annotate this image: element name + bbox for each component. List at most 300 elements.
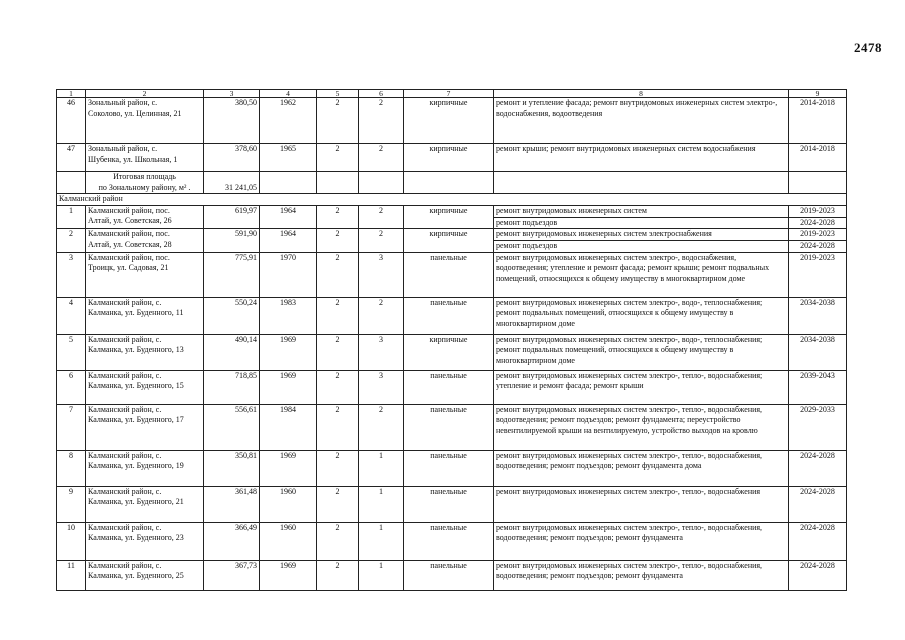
entrances-cell xyxy=(359,252,404,297)
total-row xyxy=(57,172,847,194)
wall-material: панельные xyxy=(430,450,467,460)
floors: 2 xyxy=(335,404,340,414)
year: 1962 xyxy=(280,98,296,107)
area: 367,73 xyxy=(235,560,257,570)
row-number-cell xyxy=(57,252,86,297)
wall-material: кирпичные xyxy=(429,144,468,153)
work-cell xyxy=(494,252,789,297)
column-number: 1 xyxy=(69,89,73,98)
entrances-cell xyxy=(359,297,404,334)
floors: 2 xyxy=(335,205,340,215)
entrances: 2 xyxy=(379,144,383,153)
row-number: 9 xyxy=(69,486,73,496)
work-list: ремонт крыши; ремонт внутридомовых инженерных систем водоснабжения xyxy=(496,144,756,153)
address-line: Алтай, ул. Советская, 26 xyxy=(88,216,172,225)
section-row xyxy=(57,194,847,206)
material-cell xyxy=(404,522,494,560)
table-row xyxy=(57,297,847,334)
table-row xyxy=(57,404,847,450)
work-list: ремонт внутридомовых инженерных систем электроснабжения xyxy=(496,229,712,238)
total-value: 31 241,05 xyxy=(225,182,257,192)
period-cell xyxy=(789,252,847,297)
area-cell xyxy=(204,522,260,560)
address-line: Калманка, ул. Буденного, 21 xyxy=(88,497,184,506)
row-number-cell xyxy=(57,486,86,522)
floors-cell xyxy=(317,252,359,297)
entrances-cell xyxy=(359,229,404,253)
period: 2014-2018 xyxy=(800,144,835,153)
floors: 2 xyxy=(335,98,340,107)
year-cell xyxy=(260,205,317,229)
total-label-cell xyxy=(86,172,204,194)
floors-cell xyxy=(317,450,359,486)
year-cell xyxy=(260,144,317,172)
row-number-cell xyxy=(57,144,86,172)
entrances-cell xyxy=(359,98,404,144)
period-cell xyxy=(789,241,847,253)
work-cell xyxy=(494,229,789,241)
entrances-cell xyxy=(359,404,404,450)
address-line: Калманский район, с. xyxy=(88,370,162,380)
work-list: ремонт внутридомовых инженерных систем электро-, тепло-, водоснабжения; утепление и ремонт фасада; ремонт крыши xyxy=(496,370,763,390)
period-cell xyxy=(789,404,847,450)
address-cell xyxy=(86,334,204,370)
section-label: Калманский район xyxy=(59,194,123,203)
work-list: ремонт внутридомовых инженерных систем электро-, тепло-, водоснабжения, водоотведения; ремонт подъездов; ремонт фундамента дома xyxy=(496,450,763,470)
work-list: ремонт внутридомовых инженерных систем электро-, тепло-, водоснабжения xyxy=(496,486,761,496)
work-cell xyxy=(494,205,789,217)
year: 1969 xyxy=(280,560,296,570)
row-number-cell xyxy=(57,334,86,370)
entrances: 1 xyxy=(379,522,383,532)
empty-cell xyxy=(494,172,789,194)
area: 380,50 xyxy=(235,98,257,107)
column-number: 6 xyxy=(379,89,383,98)
floors: 2 xyxy=(335,522,340,532)
row-number: 10 xyxy=(67,522,75,532)
material-cell xyxy=(404,297,494,334)
area-cell xyxy=(204,229,260,253)
year-cell xyxy=(260,404,317,450)
work-list: ремонт подъездов xyxy=(496,217,558,227)
year-cell xyxy=(260,486,317,522)
work-list: ремонт внутридомовых инженерных систем электро-, водоснабжения, водоотведения; утепление и ремонт фасада; ремонт крыши; ремонт подвальных помещений, относящихся к общему имуществу в многоквартирном доме xyxy=(496,252,770,283)
entrances-cell xyxy=(359,560,404,590)
wall-material: панельные xyxy=(430,297,467,307)
table-row xyxy=(57,522,847,560)
address-cell xyxy=(86,404,204,450)
floors-cell xyxy=(317,370,359,404)
address-line: Калманский район, пос. xyxy=(88,252,170,262)
empty-cell xyxy=(57,172,86,194)
floors-cell xyxy=(317,205,359,229)
period: 2019-2023 xyxy=(800,205,835,215)
floors: 2 xyxy=(335,229,340,238)
floors-cell xyxy=(317,522,359,560)
column-number-cell xyxy=(494,90,789,98)
area-cell xyxy=(204,205,260,229)
row-number: 6 xyxy=(69,370,73,380)
address-line: Зональный район, с. xyxy=(88,144,158,153)
column-number-cell xyxy=(204,90,260,98)
page-number: 2478 xyxy=(854,40,882,55)
entrances: 3 xyxy=(379,252,383,262)
area-cell xyxy=(204,370,260,404)
entrances: 3 xyxy=(379,370,383,380)
floors-cell xyxy=(317,98,359,144)
row-number-cell xyxy=(57,205,86,229)
work-cell xyxy=(494,217,789,229)
address-line: Зональный район, с. xyxy=(88,98,158,107)
row-number: 3 xyxy=(69,252,73,262)
area: 718,85 xyxy=(235,370,257,380)
year-cell xyxy=(260,334,317,370)
period: 2019-2023 xyxy=(800,229,835,238)
period-cell xyxy=(789,144,847,172)
area: 490,14 xyxy=(235,334,257,344)
empty-cell xyxy=(359,172,404,194)
area-cell xyxy=(204,334,260,370)
entrances: 2 xyxy=(379,297,383,307)
column-number: 8 xyxy=(639,89,643,98)
work-list: ремонт и утепление фасада; ремонт внутридомовых инженерных систем электро-, водоснабжения, водоотведения xyxy=(496,98,778,118)
column-number: 7 xyxy=(446,89,451,98)
column-number-cell xyxy=(404,90,494,98)
row-number-cell xyxy=(57,98,86,144)
period-cell xyxy=(789,217,847,229)
material-cell xyxy=(404,560,494,590)
material-cell xyxy=(404,205,494,229)
material-cell xyxy=(404,370,494,404)
work-cell xyxy=(494,450,789,486)
wall-material: панельные xyxy=(430,486,467,496)
period: 2034-2038 xyxy=(800,334,835,344)
address-line: Калманский район, с. xyxy=(88,450,162,460)
table-row xyxy=(57,560,847,590)
year-cell xyxy=(260,370,317,404)
period-cell xyxy=(789,297,847,334)
year: 1970 xyxy=(280,252,296,262)
table-row xyxy=(57,334,847,370)
entrances-cell xyxy=(359,144,404,172)
work-cell xyxy=(494,370,789,404)
work-cell xyxy=(494,560,789,590)
area-cell xyxy=(204,486,260,522)
floors: 2 xyxy=(335,297,340,307)
address-line: Калманский район, пос. xyxy=(88,205,170,215)
work-list: ремонт внутридомовых инженерных систем электро-, тепло-, водоснабжения, водоотведения; ремонт подъездов; ремонт фундамента xyxy=(496,522,763,542)
area: 591,90 xyxy=(235,229,257,238)
table-row xyxy=(57,450,847,486)
row-number-cell xyxy=(57,297,86,334)
year: 1960 xyxy=(280,486,296,496)
floors: 2 xyxy=(335,450,340,460)
entrances-cell xyxy=(359,522,404,560)
work-list: ремонт внутридомовых инженерных систем электро-, тепло-, водоснабжения, водоотведения; ремонт подъездов; ремонт фундамента xyxy=(496,560,763,580)
year: 1969 xyxy=(280,370,296,380)
material-cell xyxy=(404,486,494,522)
period-cell xyxy=(789,98,847,144)
floors: 2 xyxy=(335,486,340,496)
empty-cell xyxy=(404,172,494,194)
entrances: 3 xyxy=(379,334,383,344)
address-cell xyxy=(86,486,204,522)
entrances-cell xyxy=(359,334,404,370)
period: 2024-2028 xyxy=(800,217,835,227)
row-number: 4 xyxy=(69,297,73,307)
entrances: 1 xyxy=(379,560,383,570)
area: 378,60 xyxy=(235,144,257,153)
period-cell xyxy=(789,205,847,217)
area: 556,61 xyxy=(235,404,257,414)
wall-material: кирпичные xyxy=(429,229,468,238)
year-cell xyxy=(260,297,317,334)
year-cell xyxy=(260,252,317,297)
wall-material: панельные xyxy=(430,370,467,380)
column-number-cell xyxy=(57,90,86,98)
address-line: Калманский район, пос. xyxy=(88,229,170,238)
area: 350,81 xyxy=(235,450,257,460)
total-value-cell xyxy=(204,172,260,194)
row-number: 1 xyxy=(69,205,73,215)
column-number-cell xyxy=(260,90,317,98)
wall-material: панельные xyxy=(430,522,467,532)
work-cell xyxy=(494,98,789,144)
address-line: Калманка, ул. Буденного, 11 xyxy=(88,308,184,317)
material-cell xyxy=(404,144,494,172)
period: 2024-2028 xyxy=(800,522,835,532)
row-number-cell xyxy=(57,370,86,404)
housing-register-table xyxy=(56,89,847,591)
entrances-cell xyxy=(359,486,404,522)
row-number: 46 xyxy=(67,98,75,107)
entrances-cell xyxy=(359,370,404,404)
table-row xyxy=(57,370,847,404)
material-cell xyxy=(404,252,494,297)
total-label: по Зональному району, м² . xyxy=(98,182,191,192)
row-number-cell xyxy=(57,560,86,590)
area: 366,49 xyxy=(235,522,257,532)
year: 1965 xyxy=(280,144,296,153)
work-cell xyxy=(494,404,789,450)
area-cell xyxy=(204,98,260,144)
floors: 2 xyxy=(335,144,340,153)
work-list: ремонт внутридомовых инженерных систем xyxy=(496,205,647,215)
column-number: 3 xyxy=(229,89,234,98)
period: 2019-2023 xyxy=(800,252,835,262)
wall-material: кирпичные xyxy=(429,334,468,344)
work-cell xyxy=(494,522,789,560)
period: 2024-2028 xyxy=(800,560,835,570)
row-number-cell xyxy=(57,229,86,253)
table-row xyxy=(57,229,847,241)
floors-cell xyxy=(317,560,359,590)
area-cell xyxy=(204,144,260,172)
material-cell xyxy=(404,450,494,486)
wall-material: панельные xyxy=(430,404,467,414)
period: 2029-2033 xyxy=(800,404,835,414)
column-number: 9 xyxy=(815,89,820,98)
column-number-cell xyxy=(359,90,404,98)
year-cell xyxy=(260,450,317,486)
area-cell xyxy=(204,560,260,590)
floors-cell xyxy=(317,486,359,522)
wall-material: панельные xyxy=(430,560,467,570)
address-line: Алтай, ул. Советская, 28 xyxy=(88,239,172,249)
address-line: Калманка, ул. Буденного, 25 xyxy=(88,571,184,580)
column-number-cell xyxy=(317,90,359,98)
empty-cell xyxy=(789,172,847,194)
column-number-cell xyxy=(789,90,847,98)
address-line: Калманский район, с. xyxy=(88,560,162,570)
empty-cell xyxy=(317,172,359,194)
row-number-cell xyxy=(57,404,86,450)
address-line: Шубенка, ул. Школьная, 1 xyxy=(88,154,178,164)
row-number: 11 xyxy=(67,560,75,570)
address-cell xyxy=(86,144,204,172)
wall-material: кирпичные xyxy=(429,98,468,107)
address-line: Калманка, ул. Буденного, 19 xyxy=(88,461,184,470)
column-number: 5 xyxy=(335,89,340,98)
period-cell xyxy=(789,229,847,241)
address-cell xyxy=(86,205,204,229)
entrances: 2 xyxy=(379,404,383,414)
column-number-cell xyxy=(86,90,204,98)
wall-material: кирпичные xyxy=(429,205,468,215)
address-cell xyxy=(86,297,204,334)
area-cell xyxy=(204,297,260,334)
floors-cell xyxy=(317,144,359,172)
area: 775,91 xyxy=(235,252,257,262)
area: 550,24 xyxy=(235,297,257,307)
address-cell xyxy=(86,522,204,560)
row-number: 5 xyxy=(69,334,73,344)
year: 1983 xyxy=(280,297,296,307)
year: 1984 xyxy=(280,404,296,414)
row-number: 2 xyxy=(69,229,73,238)
address-line: Калманский район, с. xyxy=(88,486,162,496)
year-cell xyxy=(260,98,317,144)
address-line: Калманский район, с. xyxy=(88,522,162,532)
period: 2024-2028 xyxy=(800,241,835,250)
entrances: 1 xyxy=(379,450,383,460)
material-cell xyxy=(404,404,494,450)
floors: 2 xyxy=(335,560,340,570)
floors: 2 xyxy=(335,334,340,344)
area-cell xyxy=(204,252,260,297)
table-row xyxy=(57,144,847,172)
period-cell xyxy=(789,370,847,404)
year-cell xyxy=(260,560,317,590)
work-cell xyxy=(494,486,789,522)
period-cell xyxy=(789,450,847,486)
column-number: 4 xyxy=(286,89,290,98)
address-line: Калманка, ул. Буденного, 23 xyxy=(88,533,184,542)
period-cell xyxy=(789,486,847,522)
period-cell xyxy=(789,560,847,590)
year-cell xyxy=(260,229,317,253)
address-cell xyxy=(86,252,204,297)
row-number: 7 xyxy=(69,404,73,414)
work-cell xyxy=(494,297,789,334)
entrances: 1 xyxy=(379,486,383,496)
column-number: 2 xyxy=(142,89,147,98)
year-cell xyxy=(260,522,317,560)
row-number: 8 xyxy=(69,450,73,460)
row-number-cell xyxy=(57,522,86,560)
area-cell xyxy=(204,450,260,486)
floors-cell xyxy=(317,229,359,253)
floors-cell xyxy=(317,297,359,334)
address-line: Троицк, ул. Садовая, 21 xyxy=(88,263,169,272)
total-label: Итоговая площадь xyxy=(113,172,176,181)
floors: 2 xyxy=(335,252,340,262)
area: 619,97 xyxy=(235,205,257,215)
address-line: Калманка, ул. Буденного, 15 xyxy=(88,381,184,390)
work-list: ремонт внутридомовых инженерных систем электро-, водо-, теплоснабжения; ремонт подвальных помещений, относящихся к общему имуществу в многоквартирном доме xyxy=(496,334,763,365)
table-row xyxy=(57,98,847,144)
address-line: Калманка, ул. Буденного, 13 xyxy=(88,345,184,354)
address-cell xyxy=(86,560,204,590)
table-row xyxy=(57,486,847,522)
material-cell xyxy=(404,229,494,253)
wall-material: панельные xyxy=(430,252,467,262)
address-cell xyxy=(86,370,204,404)
floors-cell xyxy=(317,404,359,450)
work-cell xyxy=(494,144,789,172)
year: 1964 xyxy=(280,205,296,215)
table-row xyxy=(57,252,847,297)
work-list: ремонт подъездов xyxy=(496,241,558,250)
period: 2014-2018 xyxy=(800,98,835,107)
work-cell xyxy=(494,334,789,370)
floors-cell xyxy=(317,334,359,370)
entrances: 2 xyxy=(379,98,383,107)
address-line: Калманский район, с. xyxy=(88,297,162,307)
entrances-cell xyxy=(359,450,404,486)
table-row xyxy=(57,205,847,217)
entrances-cell xyxy=(359,205,404,229)
floors: 2 xyxy=(335,370,340,380)
entrances: 2 xyxy=(379,229,383,238)
address-line: Соколово, ул. Целинная, 21 xyxy=(88,108,182,118)
area-cell xyxy=(204,404,260,450)
row-number-cell xyxy=(57,450,86,486)
period-cell xyxy=(789,334,847,370)
work-list: ремонт внутридомовых инженерных систем электро-, водо-, теплоснабжения; ремонт подвальных помещений, относящихся к общему имуществу в многоквартирном доме xyxy=(496,297,763,328)
section-title xyxy=(57,194,847,206)
address-cell xyxy=(86,450,204,486)
address-line: Калманка, ул. Буденного, 17 xyxy=(88,415,184,424)
address-cell xyxy=(86,98,204,144)
year: 1960 xyxy=(280,522,296,532)
period: 2034-2038 xyxy=(800,297,835,307)
work-cell xyxy=(494,241,789,253)
material-cell xyxy=(404,334,494,370)
material-cell xyxy=(404,98,494,144)
year: 1969 xyxy=(280,450,296,460)
address-cell xyxy=(86,229,204,253)
work-list: ремонт внутридомовых инженерных систем электро-, тепло-, водоснабжения, водоотведения; ремонт подъездов; ремонт фундамента; переустройство невентилируемой крыши на вентилируемую, устройство выходов на кровлю xyxy=(496,404,763,435)
address-line: Калманский район, с. xyxy=(88,334,162,344)
area: 361,48 xyxy=(235,486,257,496)
year: 1969 xyxy=(280,334,296,344)
period: 2039-2043 xyxy=(800,370,835,380)
address-line: Калманский район, с. xyxy=(88,404,162,414)
period: 2024-2028 xyxy=(800,450,835,460)
column-number-row xyxy=(57,90,847,98)
period-cell xyxy=(789,522,847,560)
